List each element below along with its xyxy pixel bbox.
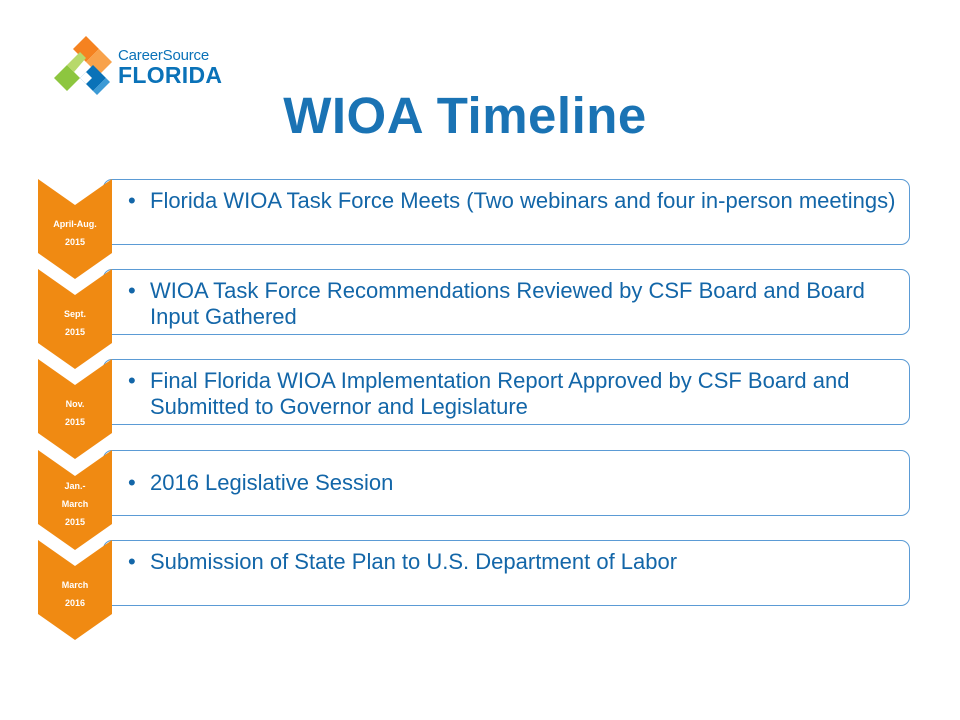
timeline-chevron [38,269,112,369]
timeline-description: 2016 Legislative Session [150,470,394,495]
timeline-step [38,540,912,640]
timeline-date: 2016 [64,598,86,608]
timeline-description: Submission of State Plan to U.S. Department of Labor [150,549,678,574]
timeline-date: Jan.- [64,481,86,491]
timeline-description-box [103,540,910,606]
timeline-date: March [61,580,89,590]
timeline-step [38,179,912,279]
timeline-description: WIOA Task Force Recommendations Reviewed by CSF Board and Board Input Gathered [150,278,865,329]
timeline-date: 2015 [64,517,86,527]
timeline-description-box [103,179,910,245]
timeline-date: April-Aug. [53,219,97,229]
timeline-description: Final Florida WIOA Implementation Report Approved by CSF Board and Submitted to Governor and Legislature [150,368,850,419]
bullet-icon: • [128,470,136,495]
timeline-step [38,359,912,459]
timeline-date: 2015 [64,417,86,427]
timeline-date: 2015 [64,327,86,337]
timeline-date: Nov. [65,399,85,409]
timeline-date: March [61,499,89,509]
timeline-bullet-line [128,188,896,214]
timeline-description: Florida WIOA Task Force Meets (Two webinars and four in-person meetings) [150,188,896,213]
page-title: WIOA Timeline [283,87,647,144]
timeline-chevron [38,450,112,550]
timeline-chevron [38,179,112,279]
timeline-date: 2015 [64,237,86,247]
timeline-description-box [103,269,910,335]
bullet-icon: • [128,368,136,393]
timeline-bullet-line [128,470,896,496]
timeline-step [38,269,912,369]
logo-bottom-text: FLORIDA [118,62,223,88]
timeline-step [38,450,912,550]
timeline-bullet-line [128,368,896,420]
timeline-bullet-line [128,278,896,330]
timeline-bullet-line [128,549,896,575]
bullet-icon: • [128,278,136,303]
timeline-date: Sept. [63,309,86,319]
timeline-description-box [103,450,910,516]
timeline-chevron [38,359,112,459]
logo-top-text: CareerSource [118,47,209,64]
timeline-chevron [38,540,112,640]
bullet-icon: • [128,549,136,574]
bullet-icon: • [128,188,136,213]
timeline-description-box [103,359,910,425]
